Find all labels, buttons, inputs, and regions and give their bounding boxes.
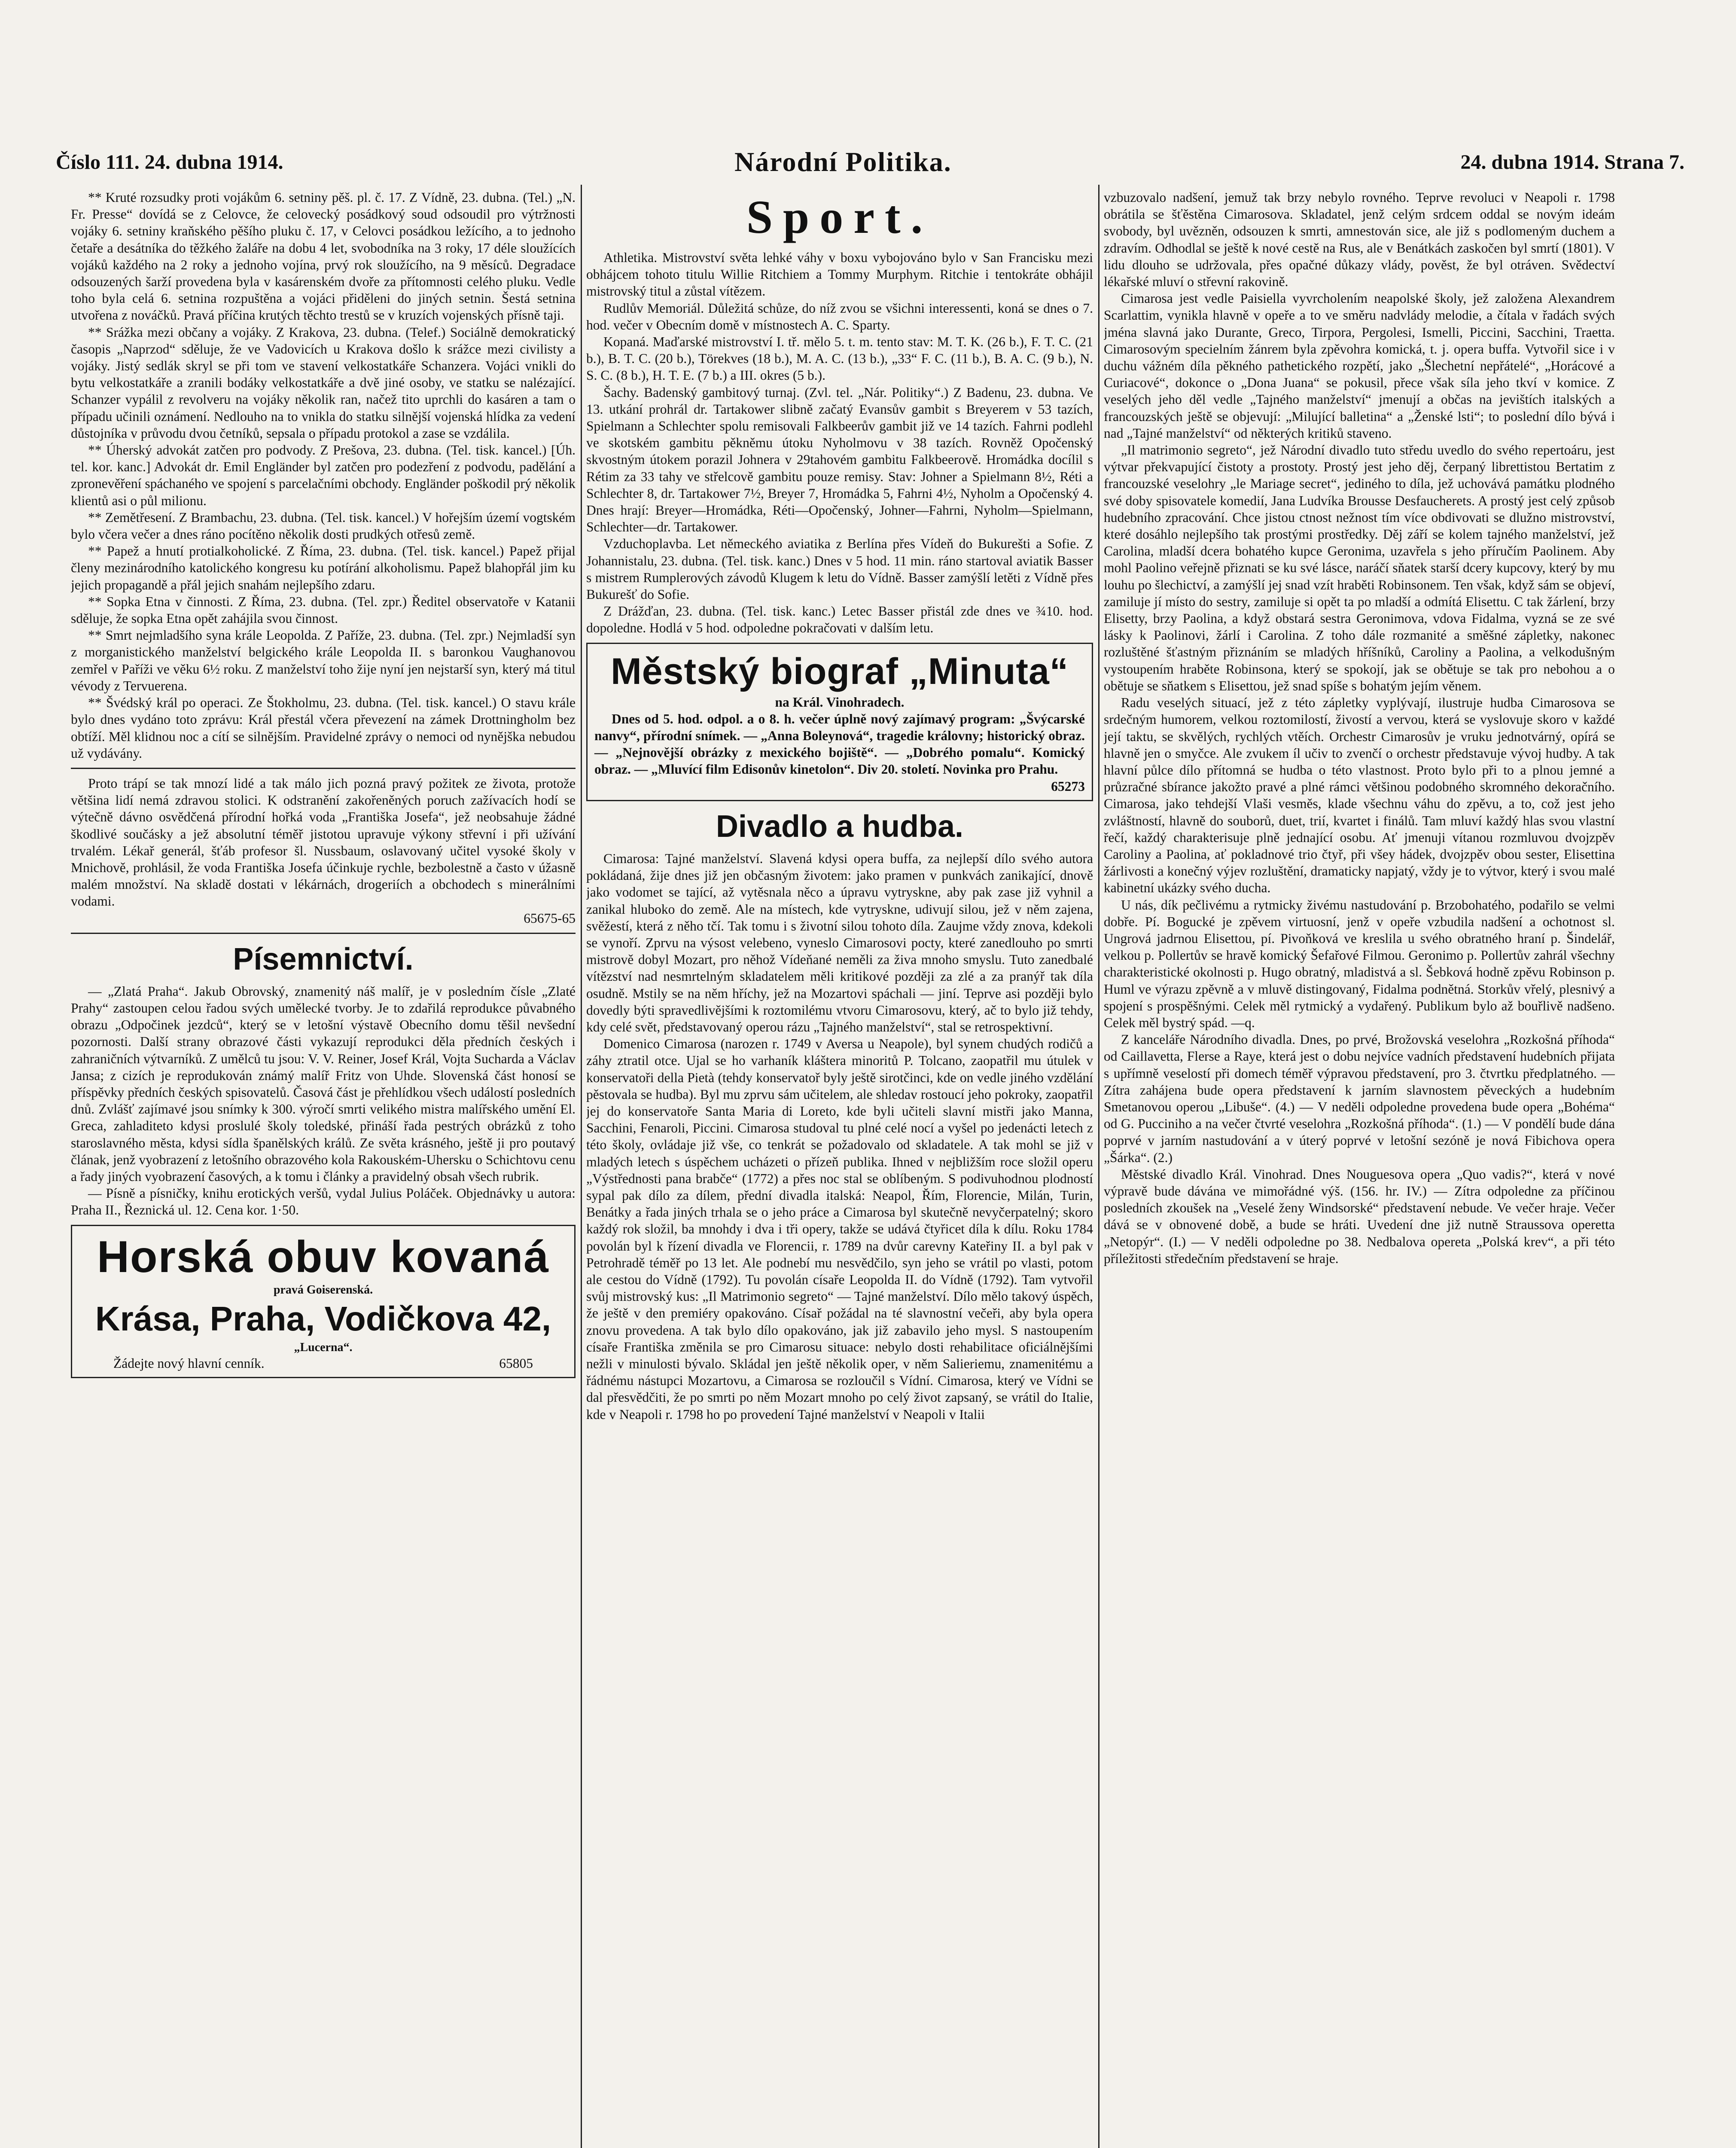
theatre-review: U nás, dík pečlivému a rytmicky živému nastudování p. Brzobohatého, podařilo se velmi dobře. Pí. Bogucké je zpěvem virtuosní, jenž v opeře vzbudila nadšení a ochotnost sl. Ungrová jadrnou Elisettou, pí. Pivoňková ve kreslila u svého obratného hraní p. Šindelář, velkou p. Pollertův se hravě komický Šefařové Filmou. Geronimo p. Pollertův zahrál všechny charakteristické okolnosti p. Hugo obratný, mladistvá a sl. Šebková hodně zpěvu Robinson p. Huml ve výrazu zpěvně a v mluvě distingovaný, Fidalma podnětná. Storkův vřelý, plesnivý a spojení s prospěšnými. Celek měl rytmický a vydařený. Publikum bylo až bouřlivě nadšeno. Celek měl bystrý spád. —q. — [1104, 897, 1615, 1030]
section-heading-sport: Sport. — [746, 191, 933, 243]
news-item: ** Smrt nejmladšího syna krále Leopolda. Z Paříže, 23. dubna. (Tel. zpr.) Nejmladší syn z morganistického manželství belgického krále Leopolda II. s baronkou Vaughanovou zemřel v Paříži ve věku 6½ roku. Z manželství toho žije nyní jen nejstarší syn, který má titul vévody z Tervuerena. — [71, 628, 576, 693]
advert-text: Proto trápí se tak mnozí lidé a tak málo jich pozná pravý požitek ze života, protože většina lidí nemá zdravou stolici. K odstranění zakořeněných poruch zažívacích hodí se výtečně dávno osvědčená přírodní hořká voda „Františka Josefa“, jež neobsahuje žádné škodlivé součásky a jež absolutní téměř jistotou upravuje výkony střevní i při užívání trvalém. Lékař generál, šťáb profesor šl. Nussbaum, oslavovaný učitel vysoké školy v Mnichově, prohlásil, že voda Františka Josefa účinkuje rychle, bezbolestně a často v úžasně malém množství. Na skladě dostati v lékárnách, drogeriích a obchodech s minerálními vodami. — [71, 775, 576, 909]
column-1 — [71, 189, 576, 2148]
cinema-program: Dnes od 5. hod. odpol. a o 8. h. večer úplně nový zajímavý program: „Švýcarské nanvy“, přírodní snímek. — „Anna Boleynová“, tragedie královny; historický obraz. — „Nejnovější obrázky z mexického bojiště“. — „Dobrého pomalu“. Komický obraz. — „Mluvící film Edisonův kinetolon“. Div 20. století. Novinka pro Prahu. — [594, 711, 1085, 777]
cinema-advert — [586, 643, 1093, 801]
sport-item: Kopaná. Maďarské mistrovství I. tř. mělo 5. t. m. tento stav: M. T. K. (26 b.), F. T. C. (21 b.), B. T. C. (20 b.), Törekves (18 b.), M. A. C. (13 b.), „33“ F. C. (11 b.), B. A. C. (9 b.), N. S. C. (8 b.), H. T. E. (7 b.) a III. okres (5 b.). — [586, 334, 1093, 383]
cinema-title: Městský biograf „Minuta“ — [611, 650, 1069, 692]
theatre-review: Radu veselých situací, jež z této zápletky vyplývají, ilustruje hudba Cimarosova se srdečným humorem, velkou roztomilostí, živostí a vervou, která se vyslovuje skoro v každé její taktu, se skvělých, rychlých vtěích. Orchestr Cimarosův je vruku jednotvárný, opírá se hlavně jen o smyčce. Ale zvukem íl učiv to zvenčí o orchestr představuje vývoj hudby. A tak hlavní půlce dílo přítomná se hudba o této vlastnost. Proto bylo při to a plnou jemné a průzračné sbírance jakožto pravé a plné rámci většinou podobného skromného dekoračního. Cimarosa, jako tehdejší Vlaši vesměs, klade všechnu váhu do zpěvu, a to, což jest jeho zvláštností, hlavně do souborů, duet, trií, kvartet i finálů. Tam mluví každý hlas svou vlastní řečí, každý charakterisuje plně jednající osobu. Ať jmenuji vítanou rozmluvou dvojzpěv Caroliny a Paolina, ať pokladnové trio čtyř, při všey hádek, dvojzpěv obou sester, Elisettina žárlivosti a konečný výjev rozluštění, dramaticky napjatý, vždy je to výtvor, který i svou malé kabinetní ukázky svého ducha. — [1104, 695, 1615, 896]
divider — [71, 933, 576, 934]
column-2 — [586, 189, 1093, 2148]
sport-item: Z Drážďan, 23. dubna. (Tel. tisk. kanc.) Letec Basser přistál zde dnes ve ¾10. hod. dopoledne. Hodlá v 5 hod. odpoledne pokračovati v dalším letu. — [586, 604, 1093, 636]
theatre-review: Cimarosa: Tajné manželství. Slavená kdysi opera buffa, za nejlepší dílo svého autora pokládaná, žije dnes již jen občasným životem: jako pramen v punkvách zanikající, dnově jako vodomet se tající, až vytěsnala něco a úpravu vytryskne, aby pak zase již vyhnil a zanikal hluboko do země. Ale na místech, kde vytryskne, udivují silou, jež v něm zajena, svěžestí, která z něho tčí. Tak tomu i s životní silou tohoto díla. Zaujme vždy znova, kdekoli se vynoří. Zprvu na výsost velebeno, vyneslo Cimarosovi pocty, které zanedlouho po smrti mistrově dobyl Mozart, pro něhož Vídeňané neměli za živa mnoho smyslu. Tuto zanedbalé vítězství nad nesmrtelným skladatelem měli kritikové později za zlé a za pranýř tak díla osudně. Mstily se na něm hříchy, jež na Mozartovi spáchali — jiní. Teprve asi později bylo dovedly býti spravedlivějšími k roztomilému vtvoru Cimarosovu, který, ač to bylo již tehdy, kdy celé svět, představovaný operou rázu „Tajného manželství“, stal se retrospektivní. — [586, 851, 1093, 1034]
issue-number: Číslo 111. 24. dubna 1914. — [56, 151, 283, 174]
shoe-advert — [71, 1225, 576, 1378]
column-divider — [1098, 185, 1099, 2148]
advert-code: 65273 — [1051, 778, 1085, 794]
advert-note: Žádejte nový hlavní cenník. — [113, 1355, 265, 1371]
sport-item: Šachy. Badenský gambitový turnaj. (Zvl. tel. „Nár. Politiky“.) Z Badenu, 23. dubna. Ve 13. utkání prohrál dr. Tartakower slibně začatý Evansův gambit s Breyerem v 53 tazích, Spielmann a Schlechter spolu remisovali Falkbeerův gambit již ve 14 tazích. Fahrni podlehl ve skotském gambitu pěkněmu útoku Nyholmovu v 38 tazích. Rovněž Opočenský skvostným útokem porazil Johnera v 29tahovém gambitu Falkbeerově. Hromádka docílil s Rétim za 33 tahy ve střelcově gambitu pouze remisy. Stav: Johner a Spielmann 8½, Réti a Schlechter 8, dr. Tartakower 7½, Breyer 7, Hromádka 5, Fahrni 4½, Nyholm a Opočenský 4. Dnes hrají: Breyer—Hromádka, Réti—Opočenský, Johner—Fahrni, Nyholm—Spielmann, Schlechter—dr. Tartakower. — [586, 384, 1093, 535]
advert-subline: pravá Goiserenská. — [273, 1283, 373, 1297]
news-item: ** Srážka mezi občany a vojáky. Z Krakova, 23. dubna. (Telef.) Sociálně demokratický časopis „Naprzod“ sděluje, že ve Vadovicích u Krakova došlo k srážce mezi civilisty a vojáky. Jistý sedlák skryl se při tom ve stavení velkostatkáře Schanzera. Vojáci vnikli do bytu velkostatkáře a zranili bodáky velkostatkáře a dvě jiné osoby, ve statku se nalézající. Schanzer vypálil z revolveru na vojáky několik ran, načež tito uprchli do kasáren a tam o případu učinili oznámení. Nedlouho na to vnikla do statku silnější vojenská hlídka za vedení důstojníka v průvodu dvou četníků, sepsala o případu protokol a zase se vzdálila. — [71, 324, 576, 441]
theatre-notice: Městské divadlo Král. Vinohrad. Dnes Nouguesova opera „Quo vadis?“, která v nové výpravě bude dávána ve mimořádné výš. (156. hr. IV.) — Zítra odpoledne za příčinou posledních zkoušek na „Veselé ženy Windsorské“ představení nebude. Ve večer hraje. Večer dává se v obnovené době, a bude se hráti. Uvedení dne již nutně Straussova operetta „Netopýr“. (I.) — V neděli odpoledne po 38. Nedbalova opereta „Polská krev“, a při této příležitosti středečním představení se hraje. — [1104, 1166, 1615, 1266]
advert-code: 65805 — [499, 1355, 533, 1371]
theatre-review: Cimarosa jest vedle Paisiella vyvrcholením neapolské školy, jež založena Alexandrem Scarlattim, vynikla hlavně v opeře a to ve směru nadvlády melodie, a čítala v řadách svých jména slavná jako Durante, Greco, Tirpora, Pergolesi, Ismelli, Piccini, Sacchini, Traetta. Cimarosovým specielním žánrem byla zpěvohra komická, t. j. opera buffa. Vytvořil sice i v duchu vážném díla pěkného pathetického rozpětí, jako „Šlechetní nepřátelé“, „Horácové a Curiacové“, dokonce o „Dona Juana“ se pokusil, přece však síla jeho tkví v komice. Z veselých jeho děl vedle „Tajného manželství“ jmenují a občas na jevištích italských a francouzských ještě se objevují: „Milující balletina“ a „Ženské lsti“; to poslední dílo bývá i nad „Tajné manželství“ od některých kritiků staveno. — [1104, 291, 1615, 441]
news-item: ** Zemětřesení. Z Brambachu, 23. dubna. (Tel. tisk. kancel.) V hořejším území vogtském bylo včera večer a dnes ráno pocítěno několik dosti prudkých otřesů země. — [71, 510, 576, 542]
news-item: ** Sopka Etna v činnosti. Z Říma, 23. dubna. (Tel. zpr.) Ředitel observatoře v Katanii sděluje, že sopka Etna opět zahájila svou činnost. — [71, 594, 576, 626]
literature-item: — Písně a písničky, knihu erotických veršů, vydal Julius Poláček. Objednávky u autora: Praha II., Řeznická ul. 12. Cena kor. 1·50. — [71, 1186, 576, 1218]
theatre-review: „Il matrimonio segreto“, jež Národní divadlo tuto středu uvedlo do svého repertoáru, jest výtvar překvapující čistoty a prostoty. Prostý jest jeho děj, čerpaný librettistou Bertatim z francouzské veselohry „le Mariage secret“, jediného to díla, jež uchovává památku plodného své doby spisovatele komedií, Jana Ludvíka Brousse Desfaucherets. A prostý jest celý způsob hudebního zpracování. Chce jistou ctnost nežnost tím více obdivovati se dlužno mistrovství, které dosáhlo nejlepšího tak prostými prostředky. Děj září se kolem tajného manželství, jež Carolina, mladší dcera bohatého kupce Geronima, uzavřela s jeho příručím Paolinem. Aby mohl Paolino veřejně přiznati se ku své lásce, naráčí sňatek starší dcery kupcovy, který by mu louhu po šlechictví, a zamýšlí jej snad vzít hraběti Robinsonem. Ten však, když sám se objeví, zamiluje jí místo do sestry, zamiluje si opět ta po mladší a odmítá Elisettu. C tak žárlení, brzy Elisetty, brzy Paolina, a když obstará sestra Geronimova, vdova Fidalma, vyzná se ze své lásky k Paolinovi, žárlí i Carolina. Z toho dále rozmanité a směšné zápletky, nakonec rozluštěné šťastným přiznáním se mladých hříšníků, Caroliny a Paolina, a velkodušným vystoupením hraběte Robinsona, který se spokojí, jak se obětuje se tak pro nebohou a o obětuje se sňatkem s Elisettou, jež snad spíše s bohatým jejím věnem. — [1104, 442, 1615, 693]
sport-item: Athletika. Mistrovství světa lehké váhy v boxu vybojováno bylo v San Francisku mezi obhájcem tohoto titulu Willie Ritchiem a Tommy Murphym. Ritchie i tentokráte obhájil mistrovský titul a zůstal vítězem. — [586, 250, 1093, 299]
advert-headline: Horská obuv kovaná — [97, 1232, 550, 1282]
advert-address: Krása, Praha, Vodičkova 42, — [95, 1299, 551, 1338]
advert-building: „Lucerna“. — [294, 1340, 353, 1354]
sport-item: Rudlův Memoriál. Důležitá schůze, do níž zvou se všichni interessenti, koná se dnes o 7. hod. večer v Obecním domě v místnostech A. C. Sparty. — [586, 300, 1093, 333]
section-heading-theatre: Divadlo a hudba. — [716, 809, 964, 844]
theatre-notice: Z kanceláře Národního divadla. Dnes, po prvé, Brožovská veselohra „Rozkošná příhoda“ od Caillavetta, Flerse a Raye, která jest o dobu nejvíce vadních představení hudebních přijata s upřímně veselostí při domech téměř výpravou představení, pro 3. čtvrtku předplatného. — Zítra zahájena bude opera představení k jarním slavnostem pěveckých a hudebním Smetanovou operou „Libuše“. (4.) — V neděli odpoledne provedena bude opera „Bohéma“ od G. Pucciniho a na večer čtvrté veselohra „Rozkošná příhoda“. (1.) — V pondělí bude dána poprvé v jarním nastudování a v úterý poprvé v letošní sezóně je nová Fibichova opera „Šárka“. (2.) — [1104, 1032, 1615, 1165]
theatre-review: Domenico Cimarosa (narozen r. 1749 v Aversa u Neapole), byl synem chudých rodičů a záhy ztratil otce. Ujal se ho varhaník klášterа minoritů P. Tolcano, zaopatřil mu útulek v konservatoři della Pietà (tehdy konservatoř byly ještě sirotčinci, kde on vedle jiného vzdělání pěstovala se hudba). Byl mu zprvu sám učitelem, ale shledav rostoucí jeho pokroky, zaopatřil jej do konservatoře Santa Maria di Loreto, kde byli učiteli slavní mistři jako Manna, Sacchini, Fenaroli, Piccini. Cimarosa studoval tu plné celé nocí a vyšel po jedenácti letech z této školy, ovládaje již vše, co tenkrát se požadovalo od skladatele. A tak mohl se již v mladých letech s úspěchem ucházeti o přízeň publika. Ihned v nejbližším roce složil operu „Výstřednosti pana brabče“ (1772) a přes noc stal se oblíbeným. S podivuhodnou plodností sypal pak dílo za dílem, přední divadla italská: Neapol, Řím, Florencie, Milán, Turin, Benátky a řada jiných trhala se o jeho práce a Cimarosa byl skutečně nevyčerpatelný; skoro každý rok složil, ba mnohdy i dva i tři opery, takže se udává čtyřicet díla k dílu. Roku 1784 povolán byl k řízení divadla ve Florencii, r. 1789 na dvůr carevny Kateřiny II. a byl pak v Petrohradě téměř po 13 let. Ale podnebí mu nesvědčilo, syn jeho se vrátil po vlasti, potom ale cestou do Vídně (1792). Tu povolán císaře Leopolda II. do Vídně (1792). Tam vytvořil svůj mistrovský kus: „Il Matrimonio segreto“ — Tajné manželství. Dílo mělo takový úspěch, že ještě v den premiéry opakováno. Císař požádal na té slavnostní večeři, aby byla opera znovu provedena. A tak bylo dílo opakováno, jak již zabavilo jeho mysl. S nastoupením císaře Františka změnila se pro Cimarosu situace: nebylo dosti rehabilitace oficiálnějšími nežli v minulosti bývalo. Skládal jen ještě několik oper, v něm Salieriemu, znamenitému a řádnému nástupci Mozartovu, a Cimarosa se rozloučil s Vídní. Cimarosa, který ve Vídni se dal přesvědčiti, že po smrti po něm Mozart mnoho po celý život zapsaný, se vrátil do Italie, kde v Neapoli r. 1798 ho po provedení Tajné manželství v Neapoli v Italii — [586, 1036, 1093, 1422]
section-heading-literature: Písemnictví. — [233, 942, 414, 976]
sport-item: Vzduchoplavba. Let německého aviatika z Berlína přes Vídeň do Bukurešti a Sofie. Z Johannistalu, 23. dubna. (Tel. tisk. kanc.) Dnes v 5 hod. 11 min. ráno startoval aviatik Basser s mistrem Rumplerových závodů Klugem k letu do Vídně. Basser zamýšlí letěti z Vídně přes Bukurešť do Sofie. — [586, 536, 1093, 602]
divider — [71, 768, 576, 769]
news-item: ** Papež a hnutí protialkoholické. Z Říma, 23. dubna. (Tel. tisk. kancel.) Papež přijal členy mezinárodního katolického kongresu ku potírání alkoholismu. Papež blahopřál jim ku jejich propagandě a přál jejich snahám nejlepšího zdaru. — [71, 543, 576, 592]
news-item: ** Úherský advokát zatčen pro podvody. Z Prešova, 23. dubna. (Tel. tisk. kancel.) [Úh. tel. kor. kanc.] Advokát dr. Emil Engländer byl zatčen pro podezření z podvodu, padělání a zpronevěření spáchaného ve spojení s parcelačními obchody. Engländer poškodil prý několik klientů asi o půl milionu. — [71, 442, 576, 508]
advert-code: 65675-65 — [524, 910, 576, 926]
page-header — [56, 146, 1684, 180]
page-date: 24. dubna 1914. Strana 7. — [1460, 151, 1684, 174]
column-3 — [1104, 189, 1615, 2148]
news-item: ** Švédský král po operaci. Ze Štokholmu, 23. dubna. (Tel. tisk. kancel.) O stavu krále bylo dnes vydáno toto zprávu: Král přestál včera převezení na zámek Drottningholm bez obtíží. Měl klidnou noc a cítí se silnějším. Pravidelné zprávy o nemoci od nynějška nebudou už vydávány. — [71, 695, 576, 761]
theatre-review: vzbuzovalo nadšení, jemuž tak brzy nebylo rovného. Teprve revoluci v Neapoli r. 1798 obrátila se šťěstěna Cimarosova. Skladatel, jenž celým srdcem oddal se novým ideám svobody, byl uvězněn, odsouzen k smrti, amnestován sice, ale již s podlomeným duchem a zdravím. Odhodlal se ještě k nové cestě na Rus, ale v Benátkách zaskočen byl smrtí (1801). V lidu dlouho se udržovala, přes opačné důkazy vlády, pověst, že byl otráven. Svědectví lékařské mluví o střevní rakovině. — [1104, 190, 1615, 290]
column-divider — [581, 185, 582, 2148]
cinema-subtitle: na Král. Vinohradech. — [775, 694, 905, 710]
literature-item: — „Zlatá Praha“. Jakub Obrovský, znamenitý náš malíř, je v posledním čísle „Zlaté Prahy“ zastoupen celou řadou svých umělecké tvorby. Je to zdařilá reprodukce půvabného obrazu „Odpočinek jezdců“, který se v letošní výstavě Obecního domu těšil nevšední pozornosti. Další strany obrazové části vykazují reprodukci děla předních českých i zahraničních výtvarníků. Z umělců tu jsou: V. V. Reiner, Josef Král, Vojta Suchardа a Václav Jansa; z cizích je reprodukován známý malíř Fritz von Uhde. Slovenská část honosí se příspěvky předních českých spisovatelů. Časová část je přehlídkou všech událostí posledních dnů. Zvlášť zajímavé jsou snímky k 300. výročí smrti velikého mistra malířského umění El. Greca, zahladiteto kdysi proslulé školy toledské, přináší řada pestrých obrázků z toho staroslavného města, kdysi sídla španělských králů. Ze světa krásného, ještě ji pro poutavý člának, jenž vyobrazení z letošního obrazového kola Rakouském-Uhersku o Schichtovu cenu a řady jiných vyobrazení časových, a k tomu i články a pravidelný obsah všech rubrik. — [71, 983, 576, 1184]
news-item: ** Kruté rozsudky proti vojákům 6. setniny pěš. pl. č. 17. Z Vídně, 23. dubna. (Tel.) „N. Fr. Presse“ dovídá se z Celovce, že celovecký posádkový soud odsoudil pro výtržnosti vojáky 6. setniny kraňského pěšího pluku č. 17, v Celovci posádkou ležícího, a to jednoho četaře a desátníka do těžkého žaláře na dobu 4 let, svobodníka na 3 roky, 17 déle sloužících vojáků každého na 2 roky a jednoho vojína, prvý rok sloužícího, na 9 měsíců. Degradace odsouzených šarží provedena byla v kasárenském dvoře za přítomnosti celého pluku. Vedle toho byla celá 6. setnina rozpuštěna a vojáci přiděleni do jiných setnin. Šestá setnina utvořena z nováčků. Pravá příčina krutých těchto trestů se v kruzích vojenských přísně taji. — [71, 190, 576, 323]
masthead-title: Národní Politika. — [734, 146, 952, 177]
